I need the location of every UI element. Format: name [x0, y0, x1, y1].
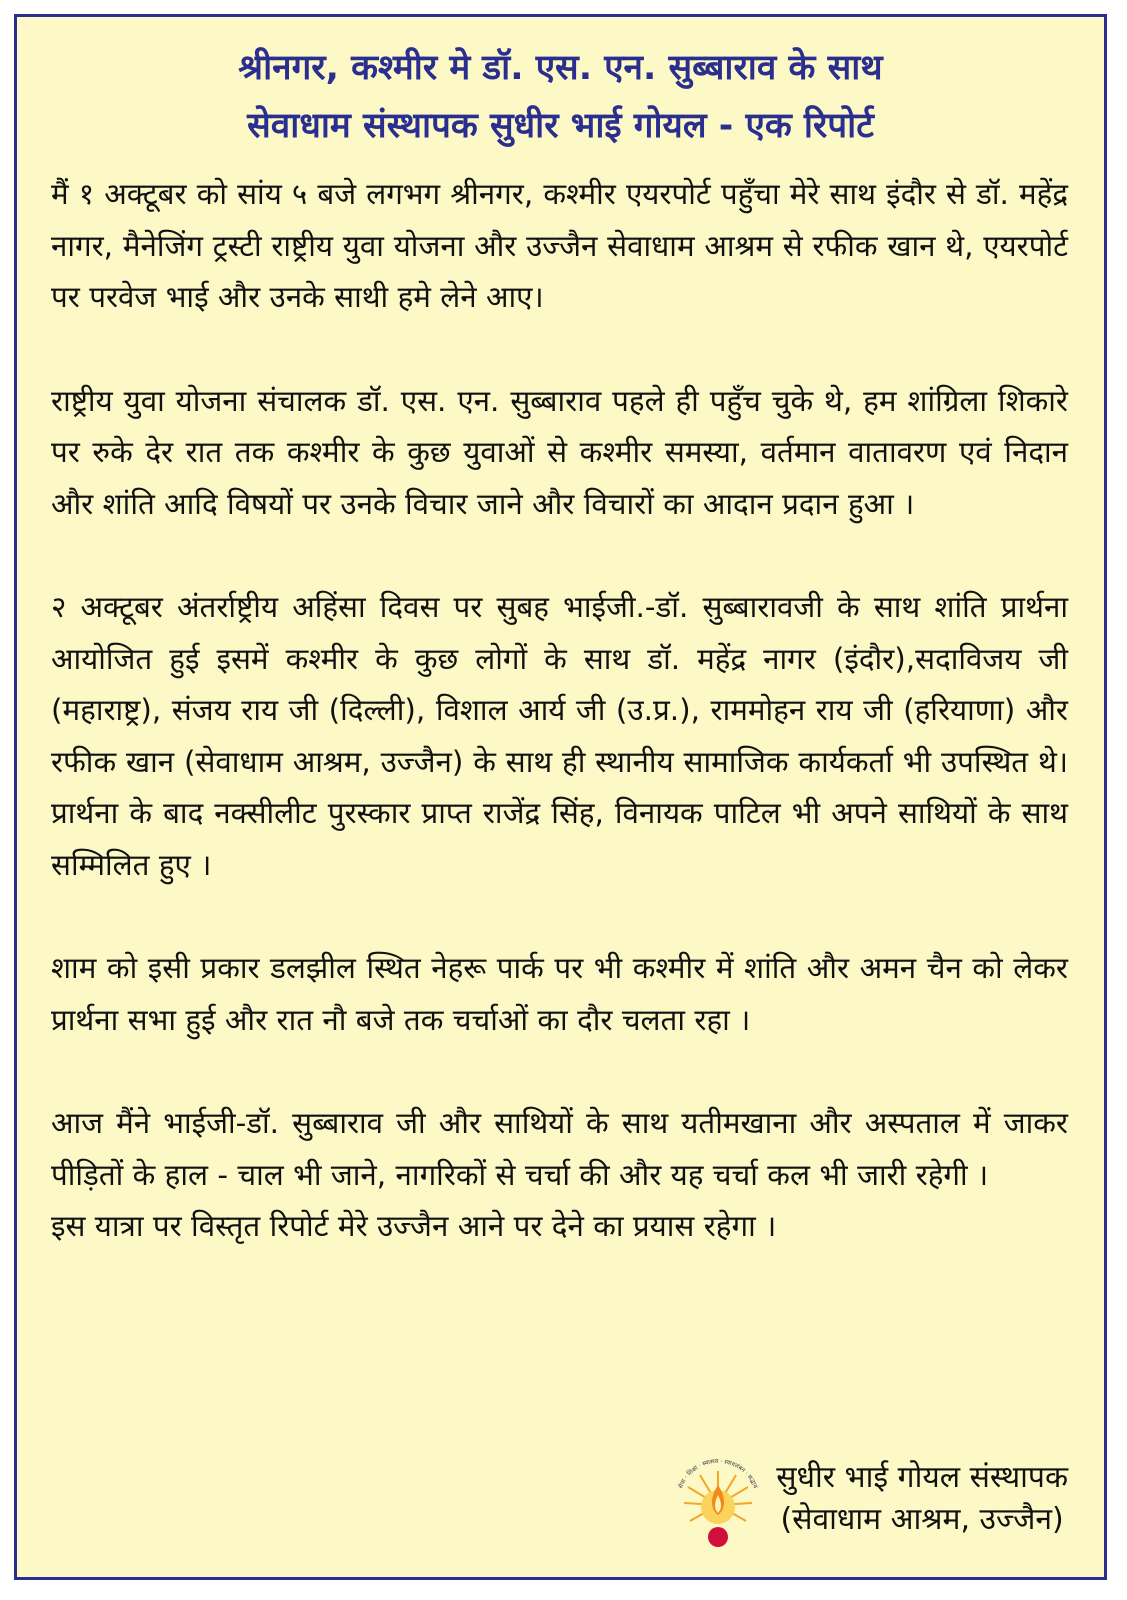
- paragraph-peace-prayer: २ अक्टूबर अंतर्राष्ट्रीय अहिंसा दिवस पर सुबह भाईजी.-डॉ. सुब्बारावजी के साथ शांति प्रार्थना आयोजित हुई इसमें कश्मीर के कुछ लोगों के साथ डॉ. महेंद्र नागर (इंदौर),सदाविजय जी (महाराष्ट्र), संजय राय जी (दिल्ली), विशाल आर्य जी (उ.प्र.), राममोहन राय जी (हरियाणा) और रफीक खान (सेवाधाम आश्रम, उज्जैन) के साथ ही स्थानीय सामाजिक कार्यकर्ता भी उपस्थित थे। प्रार्थना के बाद नक्सीलीट पुरस्कार प्राप्त राजेंद्र सिंह, विनायक पाटिल भी अपने साथियों के साथ सम्मिलित हुए ।: [51, 590, 1068, 882]
- signature-block: [670, 1445, 1068, 1553]
- paragraph-evening: शाम को इसी प्रकार डलझील स्थित नेहरू पार्क पर भी कश्मीर में शांति और अमन चैन को लेकर प्रार्थना सभा हुई और रात नौ बजे तक चर्चाओं का दौर चलता रहा ।: [51, 951, 1068, 1037]
- title-line-2: सेवाधाम संस्थापक सुधीर भाई गोयल - एक रिपोर्ट: [247, 106, 874, 146]
- title-line-1: श्रीनगर, कश्मीर मे डॉ. एस. एन. सुब्बाराव के साथ: [238, 48, 883, 88]
- paragraph-today: आज मैंने भाईजी-डॉ. सुब्बाराव जी और साथियों के साथ यतीमखाना और अस्पताल में जाकर पीड़ितों के हाल - चाल भी जाने, नागरिकों से चर्चा की और यह चर्चा कल भी जारी रहेगी ।: [51, 1106, 1068, 1192]
- report-page: [14, 14, 1107, 1580]
- signature-text: [776, 1457, 1068, 1541]
- paragraph-first-night: राष्ट्रीय युवा योजना संचालक डॉ. एस. एन. सुब्बाराव पहले ही पहुँच चुके थे, हम शांग्रिला शिकारे पर रुके देर रात तक कश्मीर के कुछ युवाओं से कश्मीर समस्या, वर्तमान वातावरण एवं निदान और शांति आदि विषयों पर उनके विचार जाने और विचारों का आदान प्रदान हुआ ।: [51, 383, 1068, 521]
- signature-name: सुधीर भाई गोयल संस्थापक: [776, 1460, 1068, 1495]
- logo-arc-text: सेवा · शिक्षा · स्वास्थ्य · स्वावलंबन · सद्भाव: [677, 1457, 759, 1490]
- paragraph-arrival: मैं १ अक्टूबर को सांय ५ बजे लगभग श्रीनगर, कश्मीर एयरपोर्ट पहुँचा मेरे साथ इंदौर से डॉ. महेंद्र नागर, मैनेजिंग ट्रस्टी राष्ट्रीय युवा योजना और उज्जैन सेवाधाम आश्रम से रफीक खान थे, एयरपोर्ट पर परवेज भाई और उनके साथी हमे लेने आए।: [51, 177, 1068, 314]
- logo-base-icon: [708, 1527, 728, 1547]
- report-body: [51, 169, 1068, 1253]
- signature-org: (सेवाधाम आश्रम, उज्जैन): [780, 1502, 1064, 1537]
- sevadham-logo: [670, 1445, 766, 1553]
- paragraph-closing: इस यात्रा पर विस्तृत रिपोर्ट मेरे उज्जैन आने पर देने का प्रयास रहेगा ।: [51, 1209, 777, 1243]
- report-title: [47, 39, 1074, 155]
